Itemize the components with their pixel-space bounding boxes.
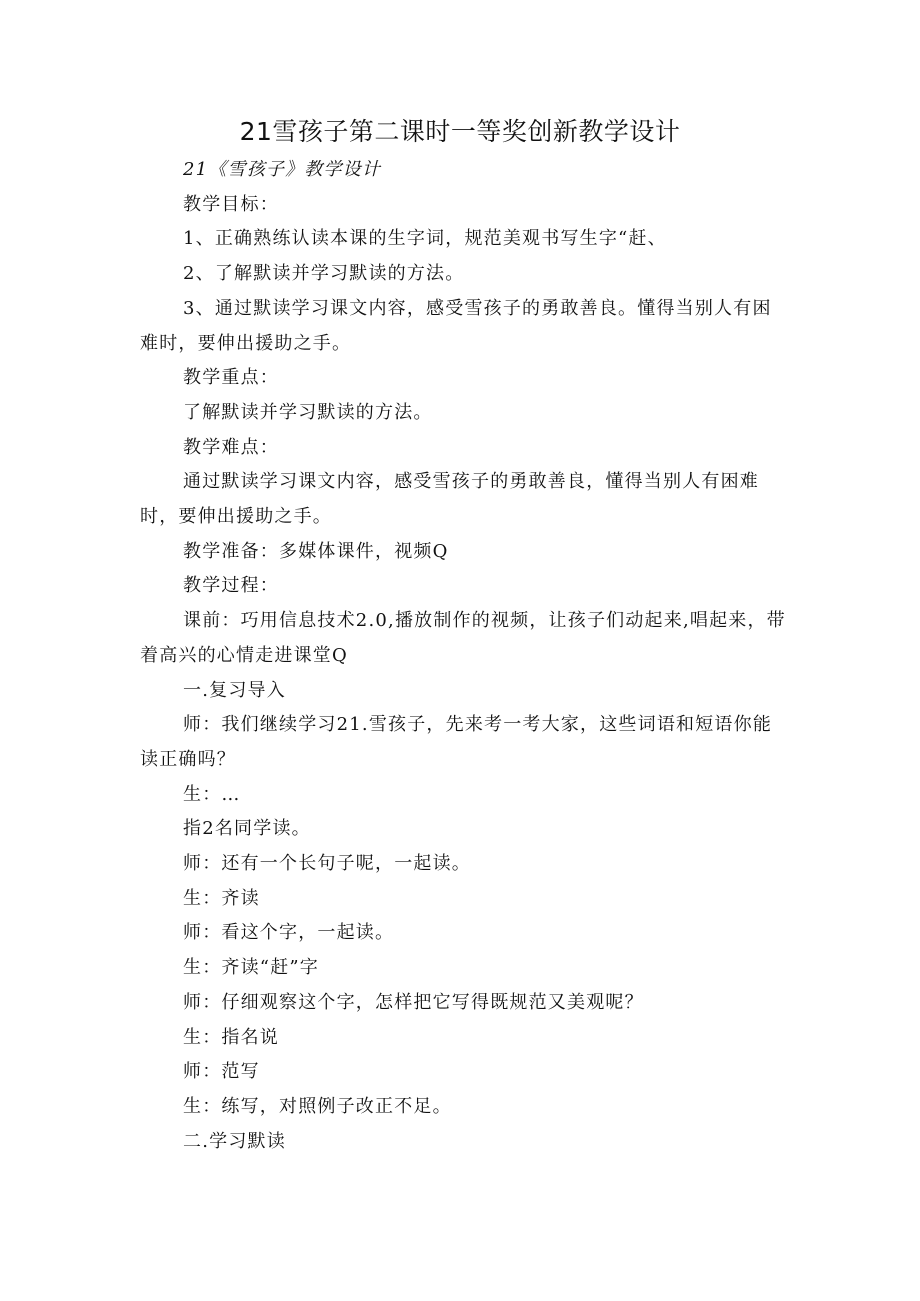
dialogue-line: 生：…	[183, 783, 241, 805]
key-points-text: 了解默读并学习默读的方法。	[183, 401, 433, 423]
doc-subtitle: 21《雪孩子》教学设计	[183, 159, 382, 180]
document-title: 21雪孩子第二课时一等奖创新教学设计	[239, 117, 681, 146]
part-one-heading: 一.复习导入	[183, 679, 286, 701]
difficulties-text: 通过默读学习课文内容，感受雪孩子的勇敢善良，懂得当别人有困难时，要伸出援助之手。	[140, 471, 759, 528]
dialogue-line: 师：范写	[183, 1061, 260, 1083]
dialogue-line: 生：指名说	[183, 1026, 279, 1048]
dialogue-line: 生：齐读“赶”字	[183, 957, 320, 979]
dialogue-line: 生：练写，对照例子改正不足。	[183, 1095, 452, 1117]
section-heading-key-points: 教学重点：	[183, 367, 279, 389]
objective-1: 1、正确熟练认读本课的生字词，规范美观书写生字“赶、	[183, 228, 667, 250]
dialogue-line: 师：看这个字，一起读。	[183, 922, 395, 944]
objective-2: 2、了解默读并学习默读的方法。	[183, 263, 465, 285]
preparation-text: 教学准备：多媒体课件，视频Q	[183, 540, 449, 562]
section-heading-objectives: 教学目标：	[183, 193, 279, 215]
section-heading-difficulties: 教学难点：	[183, 436, 279, 458]
pre-class-text: 课前：巧用信息技术2.0,播放制作的视频，让孩子们动起来,唱起来，带着高兴的心情走进课堂Q	[140, 610, 786, 666]
document-body	[140, 153, 790, 1159]
dialogue-line: 师：我们继续学习21.雪孩子，先来考一考大家，这些词语和短语你能读正确吗？	[140, 714, 773, 770]
part-two-heading: 二.学习默读	[183, 1130, 286, 1152]
objective-3: 3、通过默读学习课文内容，感受雪孩子的勇敢善良。懂得当别人有困难时，要伸出援助之手。	[140, 297, 772, 354]
section-heading-process: 教学过程：	[183, 575, 279, 597]
dialogue-line: 生：齐读	[183, 887, 260, 909]
dialogue-line: 师：仔细观察这个字，怎样把它写得既规范又美观呢？	[183, 991, 644, 1013]
dialogue-line: 师：还有一个长句子呢，一起读。	[183, 853, 471, 875]
dialogue-line: 指2名同学读。	[183, 818, 311, 840]
